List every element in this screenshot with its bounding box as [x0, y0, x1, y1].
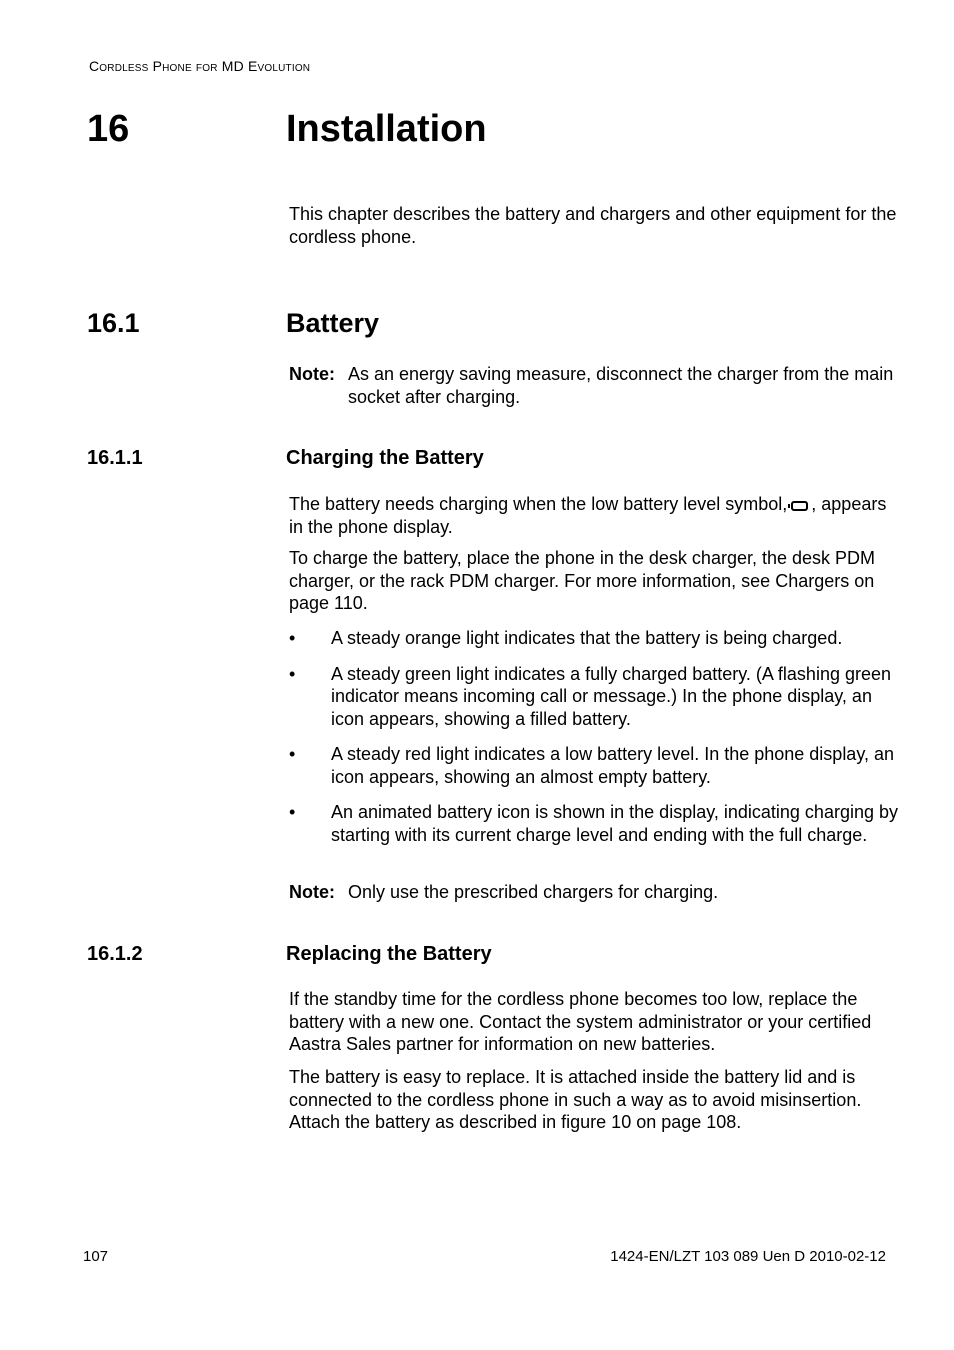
bullet: • [289, 802, 296, 822]
list-item [289, 801, 901, 846]
subsection-number: 16.1.2 [87, 943, 143, 965]
bullet: • [289, 663, 296, 684]
page-number: 107 [83, 1248, 109, 1265]
bullet: • [289, 628, 296, 648]
note-label: Note: [289, 364, 335, 384]
note-label: Note: [289, 882, 335, 902]
para-text: If the standby time for the cordless phone becomes too low, replace the battery with a new one. Contact the system administrator or your certified Aastra Sales partner for information on new batteries. [289, 989, 872, 1054]
list-item-text: An animated battery icon is shown in the display, indicating charging by starting with its current charge level and ending with the full charge. [331, 802, 898, 845]
para-text: , appears in the phone display. [289, 494, 887, 537]
list-item [289, 627, 901, 650]
note-block [289, 363, 901, 408]
subsection-title: Charging the Battery [286, 447, 484, 469]
low-battery-icon [791, 501, 808, 511]
charging-light-list [289, 627, 901, 859]
intro-paragraph: This chapter describes the battery and chargers and other equipment for the cordless phone. [289, 204, 897, 247]
para-text: To charge the battery, place the phone in the desk charger, the desk PDM charger, or the rack PDM charger. For more information, see Chargers on page 110. [289, 548, 876, 613]
subsection-number: 16.1.1 [87, 447, 143, 469]
charging-paragraph-1 [289, 493, 901, 538]
list-item-text: A steady red light indicates a low battery level. In the phone display, an icon appears, showing an almost empty battery. [331, 744, 895, 787]
note-text: As an energy saving measure, disconnect the charger from the main socket after charging. [348, 364, 894, 407]
chapter-number: 16 [87, 108, 130, 150]
para-text: The battery needs charging when the low battery level symbol, [289, 494, 788, 514]
list-item-text: A steady orange light indicates that the battery is being charged. [331, 628, 843, 648]
section-number: 16.1 [87, 308, 140, 338]
document-id: 1424-EN/LZT 103 089 Uen D 2010-02-12 [610, 1248, 886, 1265]
chapter-title: Installation [286, 108, 487, 150]
replacing-paragraph-2 [289, 1066, 901, 1134]
chapter-intro [289, 203, 901, 248]
note-text: Only use the prescribed chargers for charging. [348, 882, 719, 902]
charging-paragraph-2 [289, 547, 901, 615]
note-block [289, 881, 901, 904]
replacing-paragraph-1 [289, 988, 901, 1056]
list-item-text: A steady green light indicates a fully charged battery. (A flashing green indicator means incoming call or message.) In the phone display, an icon appears, showing a filled battery. [331, 663, 892, 729]
para-text: The battery is easy to replace. It is attached inside the battery lid and is connected to the cordless phone in such a way as to avoid misinsertion. Attach the battery as described in figure 10 on page 108. [289, 1067, 862, 1132]
subsection-title: Replacing the Battery [286, 943, 492, 965]
section-title: Battery [286, 308, 380, 338]
running-header: Cordless Phone for MD Evolution [89, 58, 311, 74]
list-item [289, 743, 901, 788]
list-item [289, 663, 901, 731]
bullet: • [289, 744, 296, 764]
